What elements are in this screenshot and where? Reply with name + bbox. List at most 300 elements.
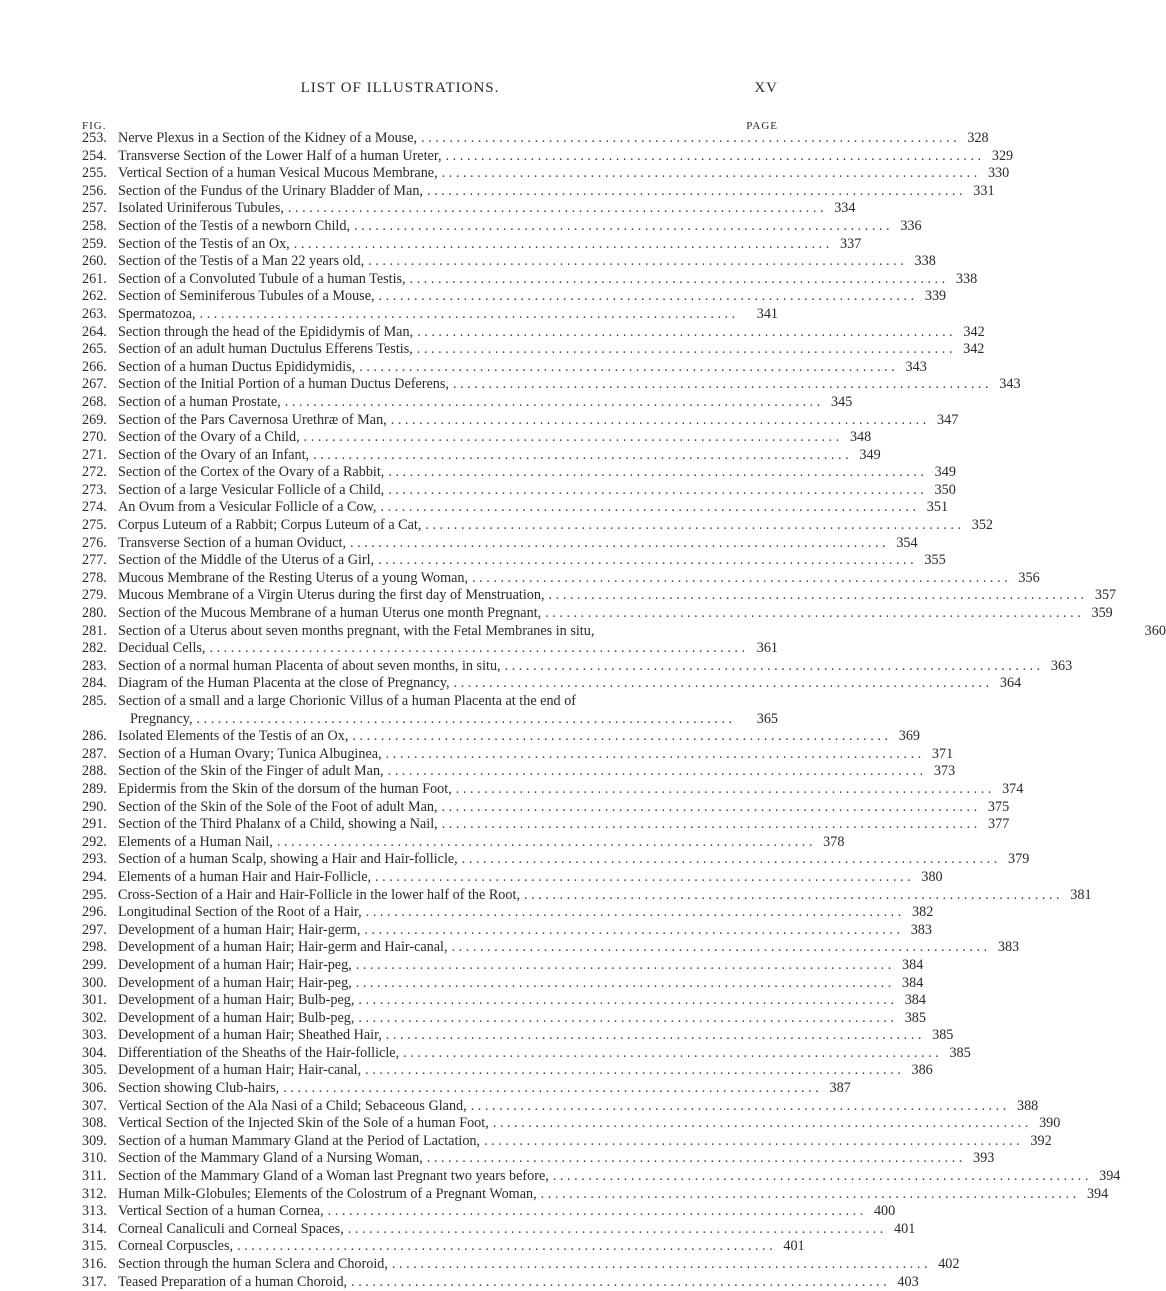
figure-number: 255. xyxy=(82,165,107,182)
list-item xyxy=(82,833,845,852)
page-ref: 401 xyxy=(894,1220,916,1237)
page-ref: 330 xyxy=(987,165,1010,182)
figure-number: 293. xyxy=(82,851,107,868)
list-item xyxy=(82,1044,971,1063)
figure-title: Corneal Corpuscles, xyxy=(118,1238,234,1255)
list-item xyxy=(82,1150,995,1168)
page-ref: 385 xyxy=(949,1044,971,1061)
dot-leader xyxy=(446,148,982,166)
dot-leader xyxy=(452,939,988,957)
page-ref: 390 xyxy=(1039,1115,1061,1132)
page-ref: 383 xyxy=(997,939,1020,956)
figure-title: Decidual Cells, xyxy=(118,640,206,657)
list-item xyxy=(82,587,1117,605)
dot-leader xyxy=(417,324,953,342)
page-ref: 383 xyxy=(910,921,932,938)
figure-number: 283. xyxy=(82,657,107,674)
dot-leader xyxy=(425,517,961,535)
figure-title: Section of the Testis of an Ox, xyxy=(118,235,290,252)
dot-leader xyxy=(352,728,888,746)
list-item xyxy=(82,341,985,359)
figure-number: 260. xyxy=(82,253,107,270)
dot-leader xyxy=(391,412,927,430)
page-title: LIST OF ILLUSTRATIONS. xyxy=(300,80,500,96)
figure-number: 299. xyxy=(82,956,107,973)
figure-title: Longitudinal Section of the Root of a Hair, xyxy=(118,904,362,921)
page-ref: 348 xyxy=(849,429,872,446)
figure-number: 264. xyxy=(82,323,107,340)
page-ref: 364 xyxy=(999,675,1022,692)
list-item xyxy=(82,1027,954,1045)
figure-title: Corneal Canaliculi and Corneal Spaces, xyxy=(118,1220,344,1237)
figure-title: Section of a Convoluted Tubule of a human Testis, xyxy=(118,270,406,287)
list-item xyxy=(82,1115,1061,1133)
page-ref: 363 xyxy=(1050,657,1073,674)
figure-title: Epidermis from the Skin of the dorsum of the human Foot, xyxy=(118,780,452,797)
list-item xyxy=(82,253,936,271)
figure-number: 290. xyxy=(82,798,107,815)
list-item xyxy=(82,904,934,922)
figure-number: 284. xyxy=(82,675,107,692)
list-item xyxy=(82,306,778,324)
figure-number: 270. xyxy=(82,429,107,446)
page-ref: 387 xyxy=(829,1080,851,1097)
dot-leader xyxy=(453,376,989,394)
figure-number: 302. xyxy=(82,1009,107,1026)
page-ref: 356 xyxy=(1018,569,1040,586)
dot-leader xyxy=(462,851,998,869)
dot-leader xyxy=(403,1045,939,1063)
page-ref: 347 xyxy=(937,411,959,428)
figure-title: Section of a Human Ovary; Tunica Albuginea, xyxy=(118,745,382,762)
page-ref: 357 xyxy=(1094,587,1117,604)
page-ref: 338 xyxy=(955,270,978,287)
page-ref: 343 xyxy=(999,376,1021,393)
page-column-heading: PAGE xyxy=(746,120,778,132)
list-item xyxy=(82,1256,960,1274)
list-item xyxy=(82,323,985,342)
figure-number: 253. xyxy=(82,130,107,146)
page-ref: 349 xyxy=(934,464,956,481)
figure-number: 309. xyxy=(82,1132,107,1149)
list-item xyxy=(82,147,1014,166)
figure-title: Section of a small and a large Chorionic Villus of a human Placenta at the end of xyxy=(118,693,577,709)
page-ref: 329 xyxy=(991,147,1014,164)
dot-leader xyxy=(392,1256,928,1274)
figure-number: 303. xyxy=(82,1027,107,1044)
figure-title: Section of the Middle of the Uterus of a Girl, xyxy=(118,552,375,569)
figure-number: 306. xyxy=(82,1080,107,1097)
page-ref: 403 xyxy=(897,1273,919,1290)
list-item xyxy=(82,693,778,711)
figure-title: Development of a human Hair; Bulb-peg, xyxy=(118,1009,355,1026)
figure-number: 278. xyxy=(82,569,107,586)
page-ref: 388 xyxy=(1016,1097,1039,1114)
figure-number: 311. xyxy=(82,1168,107,1185)
dot-leader xyxy=(456,781,992,799)
list-item xyxy=(82,868,943,887)
figure-title: Section of the Mammary Gland of a Nursing Woman, xyxy=(118,1150,423,1167)
dot-leader xyxy=(368,253,904,271)
figure-number: 276. xyxy=(82,534,107,551)
list-item xyxy=(82,499,949,517)
figure-title: Corpus Luteum of a Rabbit; Corpus Luteum of a Cat, xyxy=(118,517,422,534)
figure-title: Development of a human Hair; Hair-peg, xyxy=(118,956,352,973)
figure-title: Development of a human Hair; Hair-germ and Hair-canal, xyxy=(118,939,448,956)
figure-title: Section of a large Vesicular Follicle of a Child, xyxy=(118,481,385,498)
figure-number: 304. xyxy=(82,1044,107,1061)
page-ref: 338 xyxy=(914,253,936,270)
figure-title: Isolated Uriniferous Tubules, xyxy=(118,200,284,217)
figure-title: Elements of a Human Nail, xyxy=(118,833,273,850)
figure-title: Section of the Cortex of the Ovary of a Rabbit, xyxy=(118,464,385,481)
list-item xyxy=(82,886,1092,905)
dot-leader xyxy=(386,746,922,764)
figure-number: 272. xyxy=(82,464,107,481)
page-ref: 349 xyxy=(859,446,881,463)
list-item xyxy=(82,534,918,553)
dot-leader xyxy=(285,394,821,412)
figure-number: 292. xyxy=(82,833,107,850)
page-ref: 373 xyxy=(933,763,956,780)
figure-number: 262. xyxy=(82,288,107,305)
dot-leader xyxy=(348,1221,884,1239)
figure-number: 294. xyxy=(82,868,107,885)
dot-leader xyxy=(471,1098,1007,1116)
figure-number: 258. xyxy=(82,217,107,234)
dot-leader xyxy=(553,1168,1089,1186)
figure-number: 266. xyxy=(82,358,107,375)
dot-leader xyxy=(378,552,914,570)
figure-title: Vertical Section of a human Vesical Mucous Membrane, xyxy=(118,165,438,182)
figure-title: Section of the Testis of a Man 22 years old, xyxy=(118,253,365,270)
figure-number: 281. xyxy=(82,622,107,639)
page-ref: 371 xyxy=(931,745,954,762)
page-ref: 352 xyxy=(971,517,993,534)
dot-leader xyxy=(417,341,953,359)
list-item xyxy=(82,376,1021,394)
list-item xyxy=(82,1080,851,1098)
dot-leader xyxy=(313,447,849,465)
figure-title: Section of the Skin of the Finger of adult Man, xyxy=(118,763,384,780)
figure-number: 277. xyxy=(82,552,107,569)
dot-leader xyxy=(359,359,895,377)
list-item xyxy=(82,464,956,482)
figure-number: 316. xyxy=(82,1256,107,1272)
figure-title: Development of a human Hair; Sheathed Hair, xyxy=(118,1027,382,1044)
list-item xyxy=(82,1273,919,1291)
page-ref: 381 xyxy=(1070,886,1092,903)
page-ref: 355 xyxy=(924,552,946,569)
list-item xyxy=(82,1185,1109,1204)
page-ref: 401 xyxy=(783,1238,805,1255)
list-item xyxy=(82,605,1113,623)
dot-leader xyxy=(410,271,946,289)
page-ref: 336 xyxy=(900,217,922,234)
dot-leader xyxy=(364,922,900,940)
dot-leader xyxy=(365,1062,901,1080)
figure-number: 286. xyxy=(82,728,107,745)
dot-leader xyxy=(328,1203,864,1221)
page-ref: 331 xyxy=(973,182,995,199)
figure-number: 274. xyxy=(82,499,107,516)
page-ref: 378 xyxy=(823,833,845,850)
page-ref: 360 xyxy=(1144,622,1166,639)
page-ref: 393 xyxy=(973,1150,995,1167)
list-item xyxy=(82,640,778,658)
figure-title: Section of the Mucous Membrane of a human Uterus one month Pregnant, xyxy=(118,605,542,622)
figure-title: Vertical Section of the Ala Nasi of a Child; Sebaceous Gland, xyxy=(118,1097,467,1114)
list-item xyxy=(82,851,1030,869)
figure-number: 263. xyxy=(82,305,107,322)
figure-title: Teased Preparation of a human Choroid, xyxy=(118,1273,348,1290)
dot-leader xyxy=(197,711,746,729)
figure-number: 308. xyxy=(82,1115,107,1132)
dot-leader xyxy=(505,658,1041,676)
dot-leader xyxy=(350,535,886,553)
list-item xyxy=(82,1168,1121,1186)
list-item xyxy=(82,446,881,465)
figure-title: Pregnancy, xyxy=(130,710,193,727)
figure-number: 256. xyxy=(82,182,107,199)
figure-title: Spermatozoa, xyxy=(118,305,196,322)
figure-title: Nerve Plexus in a Section of the Kidney of a Mouse, xyxy=(118,130,418,146)
figure-number: 267. xyxy=(82,376,107,393)
figure-number: 280. xyxy=(82,605,107,622)
list-item xyxy=(82,974,924,993)
dot-leader xyxy=(388,763,924,781)
figure-number: 307. xyxy=(82,1097,107,1114)
page-ref: 328 xyxy=(967,130,989,146)
list-item xyxy=(82,200,856,218)
figure-number: 285. xyxy=(82,693,107,709)
page-ref: 384 xyxy=(902,956,924,973)
dot-leader xyxy=(354,218,890,236)
dot-leader xyxy=(209,640,746,658)
page-ref: 365 xyxy=(756,710,778,727)
figure-title: Diagram of the Human Placenta at the close of Pregnancy, xyxy=(118,675,450,692)
page-ref: 369 xyxy=(898,728,920,745)
page-ref: 394 xyxy=(1099,1168,1121,1185)
dot-leader xyxy=(427,183,963,201)
list-item xyxy=(82,956,924,975)
figure-number: 301. xyxy=(82,992,107,1009)
page-ref: 384 xyxy=(902,974,924,991)
list-item xyxy=(82,288,947,306)
figure-number: 314. xyxy=(82,1220,107,1237)
page-ref: 361 xyxy=(756,640,778,657)
page-ref: 334 xyxy=(834,200,856,217)
list-item xyxy=(82,622,1166,641)
list-item xyxy=(82,939,1020,957)
figure-number: 312. xyxy=(82,1185,107,1202)
figure-number: 273. xyxy=(82,481,107,498)
figure-title: Vertical Section of the Injected Skin of the Sole of a human Foot, xyxy=(118,1115,489,1132)
figure-title: Section of the Skin of the Sole of the Foot of adult Man, xyxy=(118,798,438,815)
list-item xyxy=(82,517,993,535)
list-item xyxy=(82,429,872,447)
dot-leader xyxy=(200,306,746,324)
dot-leader xyxy=(356,957,892,975)
list-item xyxy=(82,411,959,430)
dot-leader xyxy=(541,1186,1077,1204)
page-ref: 394 xyxy=(1086,1185,1109,1202)
list-item xyxy=(82,992,926,1010)
page-ref: 385 xyxy=(904,1009,926,1026)
figure-title: An Ovum from a Vesicular Follicle of a Cow, xyxy=(118,499,377,516)
figure-title: Section showing Club-hairs, xyxy=(118,1080,280,1097)
page-ref: 382 xyxy=(912,904,934,921)
dot-leader xyxy=(288,200,824,218)
dot-leader xyxy=(493,1115,1029,1133)
figure-number: 282. xyxy=(82,640,107,657)
dot-leader xyxy=(549,587,1085,605)
figure-title: Section of the Fundus of the Urinary Bladder of Man, xyxy=(118,182,423,199)
page-ref: 402 xyxy=(938,1256,960,1272)
figure-number: 287. xyxy=(82,745,107,762)
figure-number: 271. xyxy=(82,446,107,463)
dot-leader xyxy=(442,165,978,183)
page-ref: 379 xyxy=(1008,851,1030,868)
list-item xyxy=(82,1009,926,1028)
figure-number: 298. xyxy=(82,939,107,956)
dot-leader xyxy=(358,1010,894,1028)
list-item xyxy=(82,393,853,412)
figure-title: Section of a normal human Placenta of about seven months, in situ, xyxy=(118,657,501,674)
page-ref: 342 xyxy=(963,341,985,358)
page-ref: 354 xyxy=(896,534,918,551)
figure-title: Differentiation of the Sheaths of the Hair-follicle, xyxy=(118,1044,400,1061)
figure-title: Section of the Ovary of a Child, xyxy=(118,429,300,446)
page-ref: 339 xyxy=(924,288,947,305)
dot-leader xyxy=(277,834,813,852)
fig-column-heading: FIG. xyxy=(82,120,107,132)
figure-number: 279. xyxy=(82,587,107,604)
dot-leader xyxy=(366,904,902,922)
figure-title: Section of an adult human Ductulus Efferens Testis, xyxy=(118,341,413,358)
list-item xyxy=(82,182,995,201)
figure-title: Mucous Membrane of the Resting Uterus of a young Woman, xyxy=(118,569,469,586)
figure-number: 297. xyxy=(82,921,107,938)
figure-number: 315. xyxy=(82,1238,107,1255)
list-item xyxy=(82,675,1022,693)
figure-title: Section of the Ovary of an Infant, xyxy=(118,446,310,463)
dot-leader xyxy=(427,1150,963,1168)
dot-leader xyxy=(472,570,1008,588)
page-ref: 385 xyxy=(932,1027,954,1044)
list-item xyxy=(82,1097,1039,1116)
dot-leader xyxy=(358,992,894,1010)
dot-leader xyxy=(380,499,916,517)
figure-title: Cross-Section of a Hair and Hair-Follicle in the lower half of the Root, xyxy=(118,886,520,903)
figure-title: Development of a human Hair; Hair-canal, xyxy=(118,1062,362,1079)
list-item xyxy=(82,569,1040,588)
figure-title: Section of the Third Phalanx of a Child, showing a Nail, xyxy=(118,816,438,833)
dot-leader xyxy=(524,887,1060,905)
figure-number: 300. xyxy=(82,974,107,991)
illustrations-list xyxy=(82,130,1166,1291)
list-item xyxy=(82,728,920,746)
figure-title: Section of a human Prostate, xyxy=(118,393,281,410)
figure-number: 269. xyxy=(82,411,107,428)
list-item xyxy=(82,217,922,236)
figure-number: 295. xyxy=(82,886,107,903)
figure-title: Section of the Initial Portion of a human Ductus Deferens, xyxy=(118,376,449,393)
page-ref: 374 xyxy=(1002,780,1024,797)
list-item xyxy=(82,552,946,570)
page-number: XV xyxy=(754,80,778,96)
figure-title: Development of a human Hair; Bulb-peg, xyxy=(118,992,355,1009)
figure-title: Section of a Uterus about seven months pregnant, with the Fetal Membranes in situ, xyxy=(118,622,595,639)
list-item xyxy=(82,1238,805,1256)
page-ref: 384 xyxy=(904,992,926,1009)
dot-leader xyxy=(421,130,957,148)
dot-leader xyxy=(454,675,990,693)
dot-leader xyxy=(283,1080,819,1098)
list-item xyxy=(82,1203,896,1221)
list-item xyxy=(82,780,1024,799)
list-item xyxy=(82,358,927,377)
dot-leader xyxy=(388,464,924,482)
figure-title: Section of a human Scalp, showing a Hair and Hair-follicle, xyxy=(118,851,458,868)
figure-number: 265. xyxy=(82,341,107,358)
list-item xyxy=(82,270,978,289)
figure-title: Section of the Pars Cavernosa Urethræ of Man, xyxy=(118,411,387,428)
list-item xyxy=(82,798,1010,817)
dot-leader xyxy=(442,799,978,817)
dot-leader xyxy=(294,236,830,254)
dot-leader xyxy=(386,1027,922,1045)
figure-number: 259. xyxy=(82,235,107,252)
figure-title: Elements of a human Hair and Hair-Follicle, xyxy=(118,868,372,885)
figure-number: 275. xyxy=(82,517,107,534)
page-ref: 400 xyxy=(873,1203,896,1220)
page-ref: 375 xyxy=(987,798,1010,815)
figure-title: Development of a human Hair; Hair-peg, xyxy=(118,974,352,991)
figure-number: 296. xyxy=(82,904,107,921)
figure-title: Section of the Testis of a newborn Child, xyxy=(118,217,351,234)
figure-number: 310. xyxy=(82,1150,107,1167)
page-ref: 345 xyxy=(831,393,853,410)
figure-title: Section through the human Sclera and Choroid, xyxy=(118,1256,388,1272)
figure-title: Section of the Mammary Gland of a Woman last Pregnant two years before, xyxy=(118,1168,549,1185)
figure-title: Section through the head of the Epididymis of Man, xyxy=(118,323,414,340)
figure-title: Vertical Section of a human Cornea, xyxy=(118,1203,324,1220)
page-ref: 342 xyxy=(963,323,985,340)
figure-number: 289. xyxy=(82,780,107,797)
dot-leader xyxy=(351,1274,887,1291)
page-ref: 392 xyxy=(1030,1132,1052,1149)
page-ref: 351 xyxy=(926,499,949,516)
figure-number: 257. xyxy=(82,200,107,217)
figure-number: 305. xyxy=(82,1062,107,1079)
figure-title: Section of a human Ductus Epididymidis, xyxy=(118,358,356,375)
dot-leader xyxy=(545,605,1081,623)
figure-title: Transverse Section of the Lower Half of a human Ureter, xyxy=(118,147,442,164)
figure-title: Development of a human Hair; Hair-germ, xyxy=(118,921,361,938)
page-ref: 337 xyxy=(840,235,862,252)
figure-title: Transverse Section of a human Oviduct, xyxy=(118,534,347,551)
figure-title: Mucous Membrane of a Virgin Uterus during the first day of Menstruation, xyxy=(118,587,545,604)
list-item xyxy=(82,657,1073,676)
dot-leader xyxy=(356,975,892,993)
dot-leader xyxy=(442,816,978,834)
list-item xyxy=(82,745,954,764)
list-item xyxy=(82,1132,1052,1151)
dot-leader xyxy=(484,1133,1020,1151)
figure-number: 268. xyxy=(82,393,107,410)
dot-leader xyxy=(304,429,840,447)
